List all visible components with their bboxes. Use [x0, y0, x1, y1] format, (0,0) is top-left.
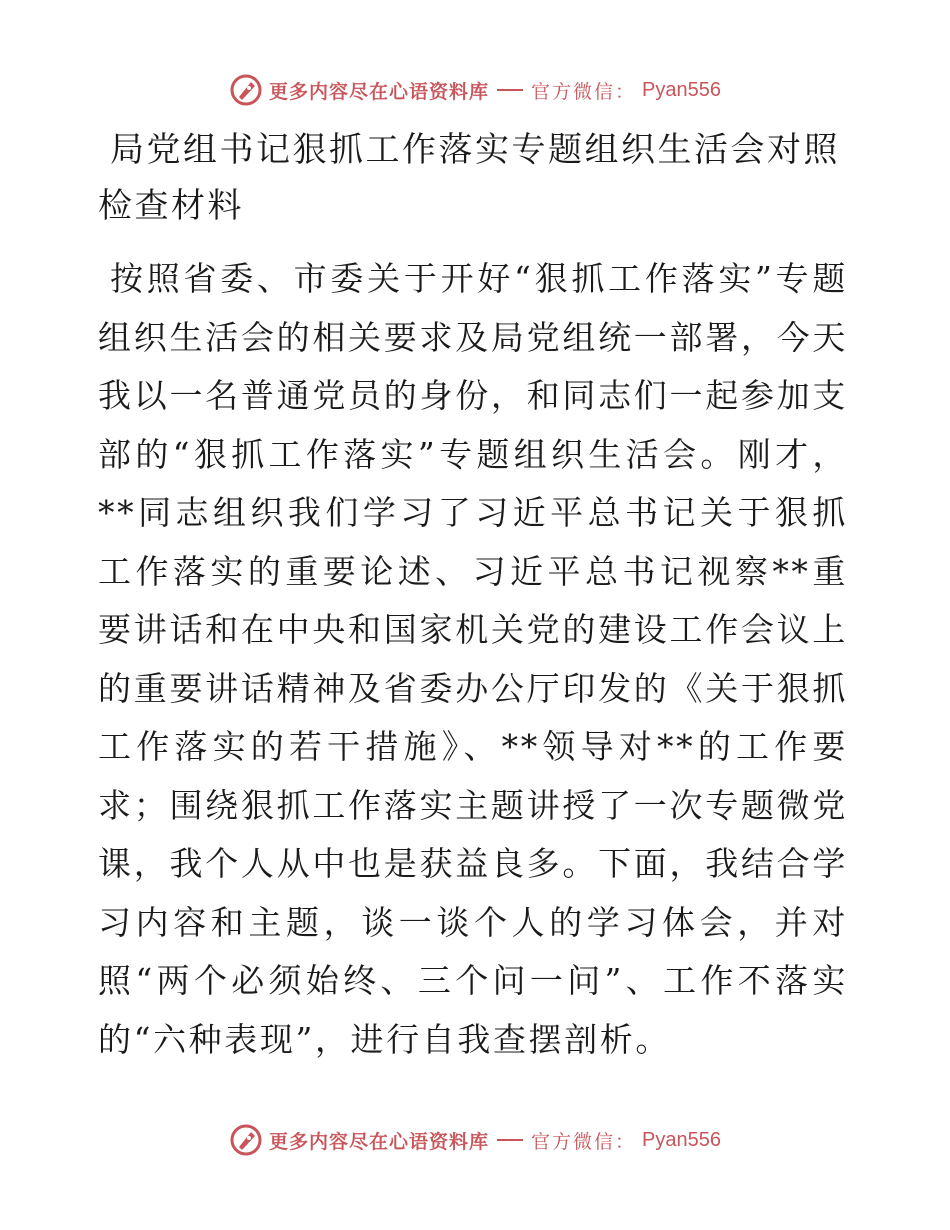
pen-nib-logo-icon	[229, 73, 263, 107]
watermark-divider	[497, 89, 523, 91]
watermark-brand-text: 更多内容尽在心语资料库	[269, 80, 490, 103]
header-watermark	[0, 68, 950, 112]
document-title: 局党组书记狠抓工作落实专题组织生活会对照检查材料	[98, 130, 840, 226]
watermark-brand-text: 更多内容尽在心语资料库	[269, 1130, 490, 1153]
watermark-official-label: 官方微信：	[531, 80, 637, 103]
watermark-wechat-id: Pyan556	[642, 1128, 721, 1151]
pen-nib-logo-icon	[229, 1123, 263, 1157]
footer-watermark	[0, 1118, 950, 1162]
watermark-divider	[497, 1139, 523, 1141]
body-paragraph: 按照省委、市委关于开好“狠抓工作落实”专题组织生活会的相关要求及局党组统一部署，今天我以一名普通党员的身份，和同志们一起参加支部的“狠抓工作落实”专题组织生活会。刚才，**同志组织我们学习了习近平总书记关于狠抓工作落实的重要论述、习近平总书记视察**重要讲话和在中央和国家机关党的建设工作会议上的重要讲话精神及省委办公厅印发的《关于狠抓工作落实的若干措施》、**领导对**的工作要求；围绕狠抓工作落实主题讲授了一次专题微党课，我个人从中也是获益良多。下面，我结合学习内容和主题，谈一谈个人的学习体会，并对照“两个必须始终、三个问一问”、工作不落实的“六种表现”，进行自我查摆剖析。	[98, 259, 848, 1059]
watermark-official-label: 官方微信：	[531, 1130, 637, 1153]
watermark-wechat-id: Pyan556	[642, 78, 721, 101]
